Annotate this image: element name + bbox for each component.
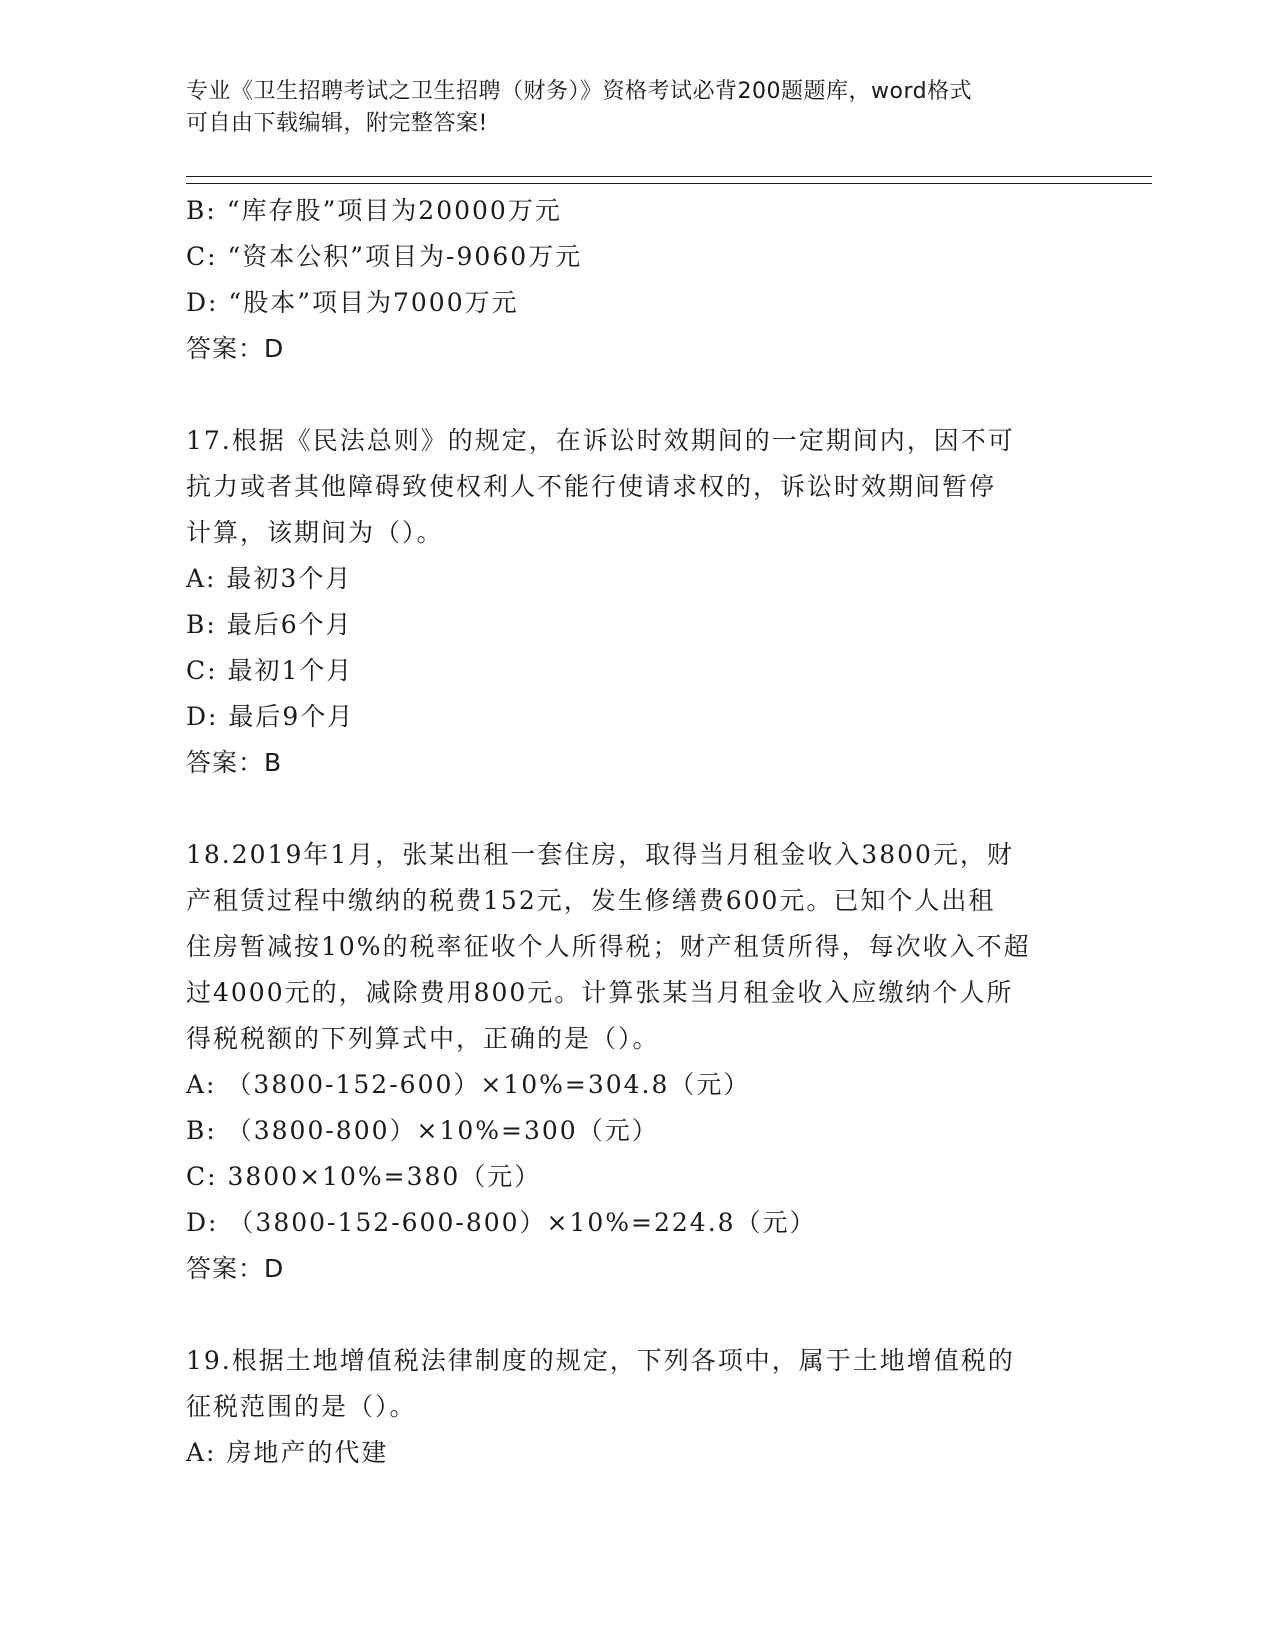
- question-stem-line: 过4000元的，减除费用800元。计算张某当月租金收入应缴纳个人所: [186, 978, 1014, 1007]
- question-stem-line: 17.根据《民法总则》的规定，在诉讼时效期间的一定期间内，因不可: [186, 426, 1015, 455]
- question-stem-line: 抗力或者其他障碍致使权利人不能行使请求权的，诉讼时效期间暂停: [186, 472, 997, 501]
- question-stem-line: 产租赁过程中缴纳的税费152元，发生修缮费600元。已知个人出租: [186, 886, 996, 915]
- question-stem-line: 19.根据土地增值税法律制度的规定，下列各项中，属于土地增值税的: [186, 1346, 1015, 1375]
- option-d: D: “股本”项目为7000万元: [186, 288, 519, 317]
- question-16: [186, 188, 1086, 372]
- question-stem-line: 计算，该期间为（）。: [186, 518, 444, 547]
- spacer: [186, 372, 1086, 418]
- option-c: C: 最初1个月: [186, 656, 354, 685]
- answer-line: 答案：D: [186, 1254, 285, 1283]
- header-line-2: 可自由下载编辑，附完整答案!: [186, 111, 488, 136]
- document-header: [186, 76, 1066, 140]
- header-double-rule: [186, 176, 1152, 184]
- option-c: C: “资本公积”项目为-9060万元: [186, 242, 583, 271]
- question-19: [186, 1338, 1086, 1476]
- option-d: D: （3800-152-600-800）×10%=224.8（元）: [186, 1208, 817, 1237]
- option-b: B: “库存股”项目为20000万元: [186, 196, 562, 225]
- question-stem-line: 得税税额的下列算式中，正确的是（）。: [186, 1024, 660, 1053]
- spacer: [186, 786, 1086, 832]
- option-a: A: 房地产的代建: [186, 1438, 389, 1467]
- option-b: B: （3800-800）×10%=300（元）: [186, 1116, 659, 1145]
- question-stem-line: 18.2019年1月，张某出租一套住房，取得当月租金收入3800元，财: [186, 840, 1014, 869]
- option-a: A: （3800-152-600）×10%=304.8（元）: [186, 1070, 751, 1099]
- spacer: [186, 1292, 1086, 1338]
- answer-line: 答案：D: [186, 334, 285, 363]
- header-line-1: 专业《卫生招聘考试之卫生招聘（财务）》资格考试必背200题题库，word格式: [186, 79, 973, 104]
- question-18: [186, 832, 1086, 1292]
- question-stem-line: 征税范围的是（）。: [186, 1392, 417, 1421]
- option-c: C: 3800×10%=380（元）: [186, 1162, 542, 1191]
- option-a: A: 最初3个月: [186, 564, 353, 593]
- option-b: B: 最后6个月: [186, 610, 353, 639]
- question-stem-line: 住房暂减按10%的税率征收个人所得税；财产租赁所得，每次收入不超: [186, 932, 1031, 961]
- document-body: [186, 188, 1086, 1476]
- option-d: D: 最后9个月: [186, 702, 355, 731]
- answer-line: 答案：B: [186, 748, 283, 777]
- question-17: [186, 418, 1086, 786]
